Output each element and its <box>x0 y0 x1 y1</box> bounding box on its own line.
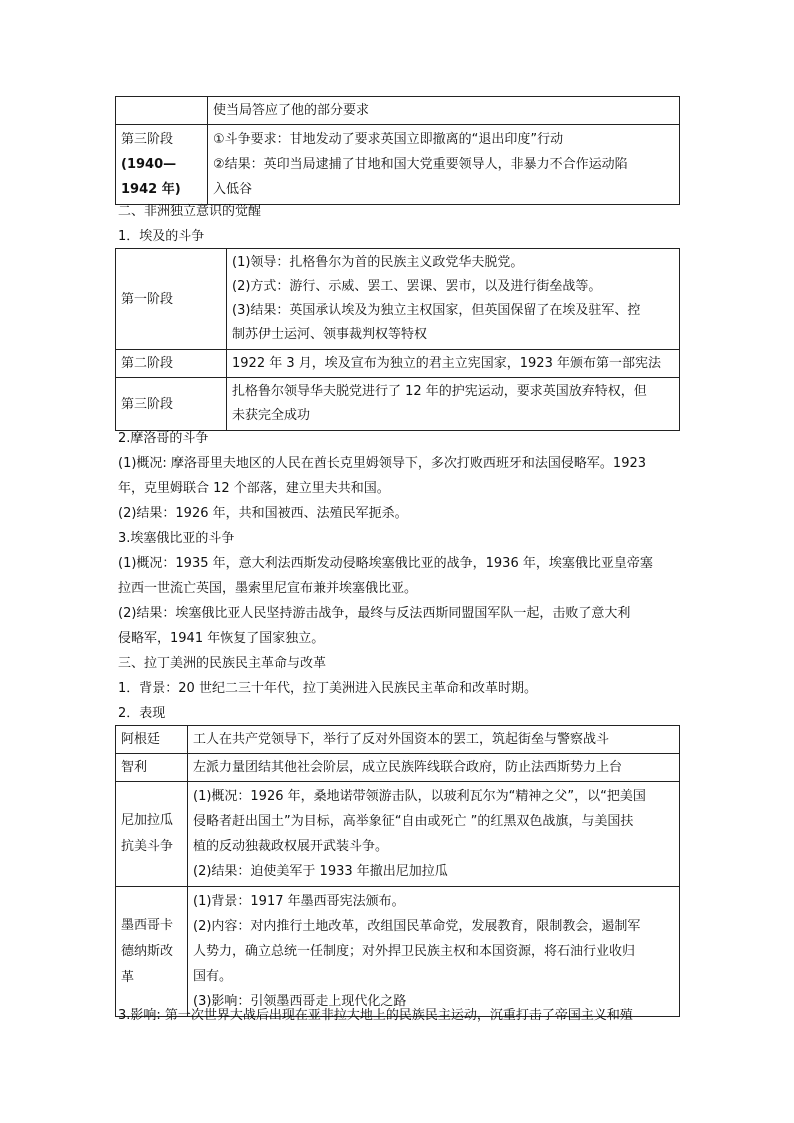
label-line: 革 <box>121 969 135 985</box>
content-line: 侵略者赶出国土”为目标，高举象征“自由或死亡 ”的红黑双色战旗，与美国扶 <box>193 814 634 829</box>
text-line: (2)结果：1926 年，共和国被西、法殖民军扼杀。 <box>118 506 408 521</box>
country-label <box>116 782 188 887</box>
subsection-title: 2.摩洛哥的斗争 <box>118 431 209 446</box>
content-line: (1)概况：1926 年，桑地诺带领游击队，以玻利瓦尔为“精神之父”，以“把美国 <box>193 789 646 804</box>
content-line: 植的反动独裁政权展开武装斗争。 <box>193 839 389 854</box>
egypt-table <box>115 248 680 431</box>
content-line: (1)背景：1917 年墨西哥宪法颁布。 <box>193 894 405 909</box>
table-row <box>116 754 680 782</box>
stage-content-line: ①斗争要求：甘地发动了要求英国立即撤离的“退出印度”行动 <box>213 132 564 147</box>
empty-cell <box>116 97 208 125</box>
label-line: 尼加拉瓜 <box>121 813 174 828</box>
table-row <box>116 726 680 754</box>
table-row <box>116 782 680 887</box>
text-line: (1)概况: 摩洛哥里夫地区的人民在酋长克里姆领导下，多次打败西班牙和法国侵略军。1923 <box>118 456 647 471</box>
morocco-paragraph <box>118 451 683 526</box>
stage3-content-cell <box>208 125 680 205</box>
text-line: (2)结果：埃塞俄比亚人民坚持游击战争，最终与反法西斯同盟国军队一起，击败了意大利 <box>118 606 631 621</box>
section-title: 二、非洲独立意识的觉醒 <box>118 204 262 219</box>
country-content <box>188 887 680 1017</box>
table-row <box>116 350 680 378</box>
content-line: (3)结果：英国承认埃及为独立主权国家，但英国保留了在埃及驻军、控 <box>232 303 641 318</box>
content-line: 制苏伊士运河、领事裁判权等特权 <box>232 327 428 342</box>
content-line: 未获完全成功 <box>232 408 311 423</box>
content-line: (2)方式：游行、示威、罢工、罢课、罢市，以及进行街垒战等。 <box>232 279 602 294</box>
country-label <box>116 887 188 1017</box>
table-row <box>116 378 680 431</box>
country-content <box>188 754 680 782</box>
country-content <box>188 726 680 754</box>
table-row <box>116 97 680 125</box>
label-line: 抗美斗争 <box>121 839 174 854</box>
stage-label-line: (1940— <box>121 157 177 172</box>
subsection-title: 1．埃及的斗争 <box>118 229 205 244</box>
stage-label: 第二阶段 <box>116 350 227 378</box>
content-line: 人势力，确立总统一任制度；对外捍卫民族主权和本国资源，将石油行业收归 <box>193 944 636 959</box>
stage-content <box>227 378 680 431</box>
text-line: 侵略军，1941 年恢复了国家独立。 <box>118 631 325 646</box>
stage-content <box>227 249 680 350</box>
section-title: 三、拉丁美洲的民族民主革命与改革 <box>118 656 327 671</box>
stage3-label-cell <box>116 125 208 205</box>
latin-america-table <box>115 725 680 1017</box>
stage-label: 第一阶段 <box>116 249 227 350</box>
background-text: 1．背景：20 世纪二三十年代，拉丁美洲进入民族民主革命和改革时期。 <box>118 681 537 696</box>
content-line: (2)结果：迫使美军于 1933 年撤出尼加拉瓜 <box>193 864 448 879</box>
table-row <box>116 887 680 1017</box>
label-line: 智利 <box>121 760 148 775</box>
impact-text: 3.影响: 第一次世界大战后出现在亚非拉大地上的民族民主运动，沉重打击了帝国主义和殖 <box>118 1008 633 1023</box>
stage-label-line: 1942 年) <box>121 182 181 197</box>
label-line: 墨西哥卡 <box>121 917 174 933</box>
text-line: 年，克里姆联合 12 个部落，建立里夫共和国。 <box>118 481 390 496</box>
table-row <box>116 125 680 205</box>
stage-content-line: ②结果：英印当局逮捕了甘地和国大党重要领导人，非暴力不合作运动陷 <box>213 157 628 172</box>
country-label <box>116 754 188 782</box>
text-line: (1)概况：1935 年，意大利法西斯发动侵略埃塞俄比亚的战争，1936 年，埃塞俄比亚皇帝塞 <box>118 556 653 571</box>
content-line: 左派力量团结其他社会阶层，成立民族阵线联合政府，防止法西斯势力上台 <box>193 760 623 775</box>
text-line: 拉西一世流亡英国，墨索里尼宣布兼并埃塞俄比亚。 <box>118 581 418 596</box>
stage-content-line: 入低谷 <box>213 182 253 197</box>
label-line: 德纳斯改 <box>121 943 174 959</box>
content-line: 国有。 <box>193 969 233 984</box>
content-line: (2)内容：对内推行土地改革，改组国民革命党，发展教育，限制教会，遏制军 <box>193 919 641 934</box>
content-line: 扎格鲁尔领导华夫脱党进行了 12 年的护宪运动，要求英国放弃特权，但 <box>232 384 647 399</box>
stage-content <box>227 350 680 378</box>
content-line: 工人在共产党领导下，举行了反对外国资本的罢工，筑起街垒与警察战斗 <box>193 732 610 747</box>
subsection-title: 2．表现 <box>118 706 166 721</box>
content-line: (3)影响：引领墨西哥走上现代化之路 <box>193 994 407 1009</box>
row-continuation-text: 使当局答应了他的部分要求 <box>208 97 680 125</box>
label-line: 阿根廷 <box>121 732 161 747</box>
india-stage-table <box>115 96 680 205</box>
country-content <box>188 782 680 887</box>
country-label <box>116 726 188 754</box>
content-line: (1)领导：扎格鲁尔为首的民族主义政党华夫脱党。 <box>232 255 524 270</box>
content-line: 1922 年 3 月，埃及宣布为独立的君主立宪国家，1923 年颁布第一部宪法 <box>232 356 661 371</box>
stage-label-line: 第三阶段 <box>121 132 174 147</box>
subsection-title: 3.埃塞俄比亚的斗争 <box>118 531 235 546</box>
ethiopia-paragraph <box>118 551 683 651</box>
table-row <box>116 249 680 350</box>
stage-label: 第三阶段 <box>116 378 227 431</box>
